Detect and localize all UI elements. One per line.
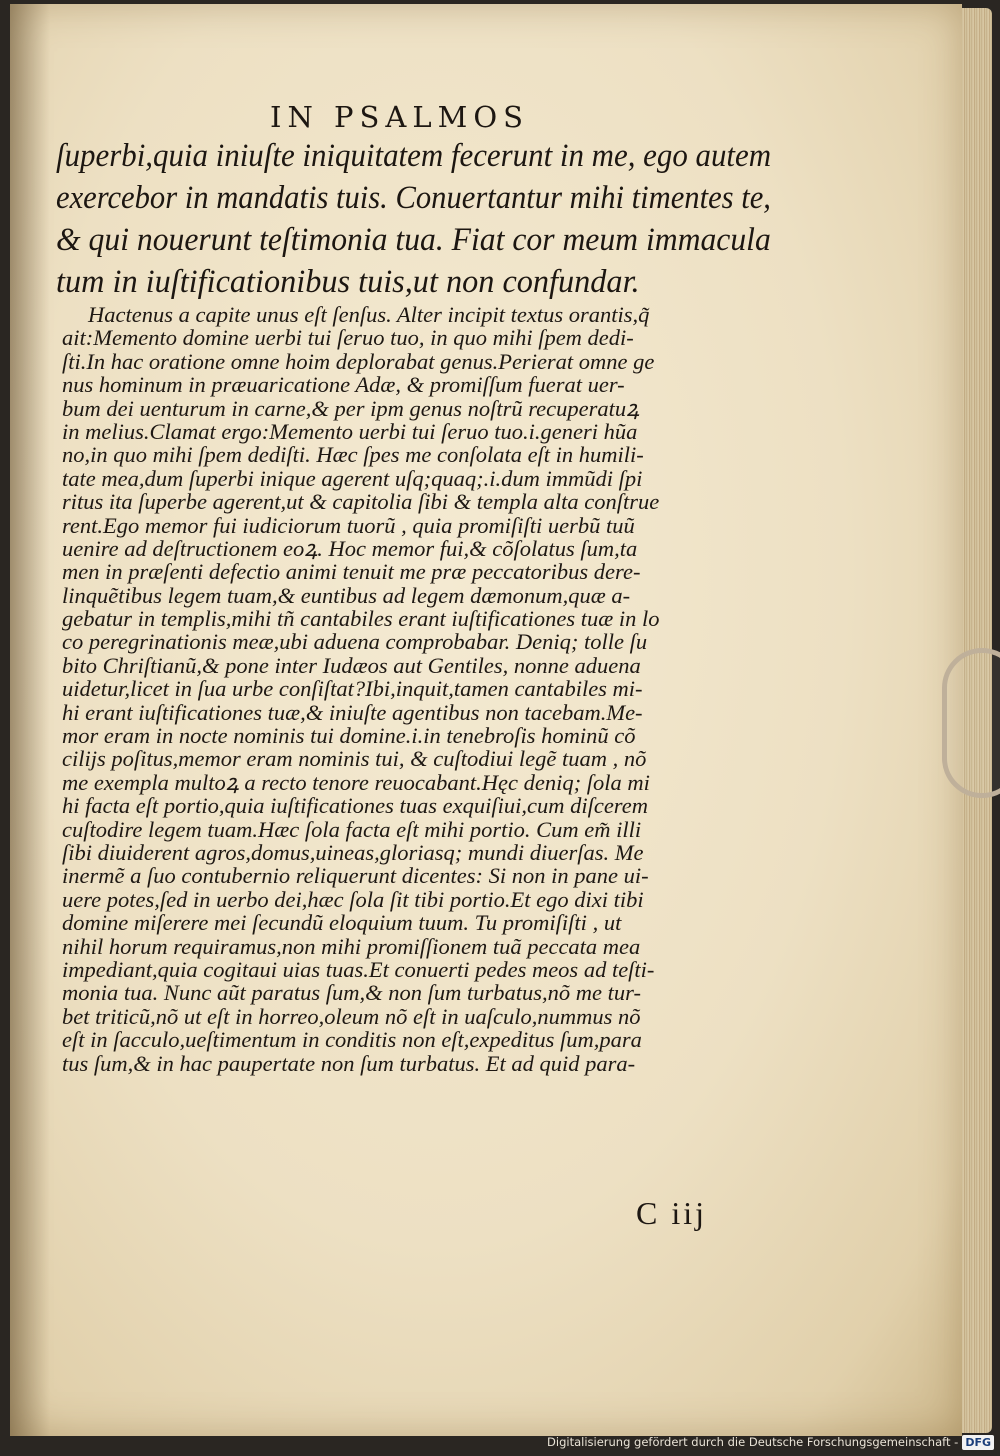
commentary-line: bum dei uenturum in carne,& per ipm genus noſtrũ recuperatuꝝ — [62, 395, 640, 421]
psalm-text — [56, 135, 776, 303]
commentary-line: nihil horum requiramus,non mihi promiſſionem tuã peccata mea — [62, 933, 641, 959]
commentary-line: hi facta eſt portio,quia iuſtificationes tuas exquiſiui,cum diſcerem — [62, 793, 648, 819]
psalm-line: ſuperbi,quia iniuſte iniquitatem fecerunt in me, ego autem — [56, 138, 772, 174]
commentary-line: Hactenus a capite unus eſt ſenſus. Alter incipit textus orantis,q̃ — [88, 302, 650, 327]
commentary-line: no,in quo mihi ſpem dediſti. Hæc ſpes me conſolata eſt in humili- — [62, 442, 644, 468]
commentary-text — [62, 303, 752, 1075]
commentary-line: tus ſum,& in hac paupertate non ſum turbatus. Et ad quid para- — [62, 1050, 636, 1076]
commentary-line: me exempla multoꝝ a recto tenore reuocabant.Hęc deniq; ſola mi — [62, 769, 650, 795]
psalm-line: exercebor in mandatis tuis. Conuertantur mihi timentes te, — [56, 180, 771, 216]
commentary-line: ſti.In hac oratione omne hoim deplorabat genus.Perierat omne ge — [62, 348, 655, 374]
commentary-line: hi erant iuſtificationes tuæ,& iniuſte agentibus non tacebam.Me- — [62, 699, 643, 725]
commentary-line: in melius.Clamat ergo:Memento uerbi tui ſeruo tuo.i.generi hũa — [62, 418, 638, 444]
commentary-line: domine miſerere mei ſecundũ eloquium tuum. Tu promiſiſti , ut — [62, 910, 622, 936]
commentary-line: eſt in ſacculo,ueſtimentum in conditis non eſt,expeditus ſum,para — [62, 1027, 642, 1053]
psalm-line: tum in iuſtificationibus tuis,ut non confundar. — [56, 264, 640, 300]
commentary-line: linquẽtibus legem tuam,& euntibus ad legem dæmonum,quæ a- — [62, 582, 631, 608]
commentary-line: cilijs poſitus,memor eram nominis tui, & cuſtodiui legẽ tuam , nõ — [62, 746, 647, 772]
commentary-line: impediant,quia cogitaui uias tuas.Et conuerti pedes meos ad teſti- — [62, 956, 655, 982]
signature-mark: C iij — [636, 1195, 708, 1231]
commentary-line: bito Chriſtianũ,& pone inter Iudæos aut Gentiles, nonne aduena — [62, 652, 641, 678]
commentary-line: ritus ita ſuperbe agerent,ut & capitolia ſibi & templa alta conſtrue — [62, 489, 660, 515]
credit-text: Digitalisierung gefördert durch die Deutsche Forschungsgemeinschaft - — [547, 1435, 959, 1449]
commentary-line: ſibi diuiderent agros,domus,uineas,gloriasq; mundi diuerſas. Me — [62, 839, 644, 865]
commentary-line: inermẽ a ſuo contubernio reliquerunt dicentes: Si non in pane ui- — [62, 863, 649, 889]
commentary-line: rent.Ego memor fui iudiciorum tuorũ , quia promiſiſti uerbũ tuũ — [62, 512, 635, 538]
paper-clip — [942, 648, 1000, 798]
commentary-line: gebatur in templis,mihi tñ cantabiles erant iuſtificationes tuæ in lo — [62, 606, 660, 632]
commentary-line: uidetur,licet in ſua urbe conſiſtat?Ibi,inquit,tamen cantabiles mi- — [62, 676, 643, 702]
commentary-line: tate mea,dum ſuperbi inique agerent uſq;quaq;.i.dum immũdi ſpi — [62, 465, 643, 491]
commentary-line: ait:Memento domine uerbi tui ſeruo tuo, in quo mihi ſpem dedi- — [62, 325, 634, 351]
dfg-logo: DFG — [962, 1435, 994, 1450]
commentary-line: nus hominum in præuaricatione Adæ, & promiſſum fuerat uer- — [62, 372, 625, 398]
commentary-line: co peregrinationis meæ,ubi aduena comprobabar. Deniq; tolle ſu — [62, 629, 648, 655]
commentary-line: mor eram in nocte nominis tui domine.i.in tenebroſis hominũ cõ — [62, 723, 636, 749]
gutter-shadow — [10, 4, 50, 1436]
commentary-line: men in præſenti defectio animi tenuit me præ peccatoribus dere- — [62, 559, 641, 585]
psalm-line: & qui nouerunt teſtimonia tua. Fiat cor meum immacula — [56, 222, 771, 258]
running-title: IN PSALMOS — [270, 100, 529, 134]
commentary-line: uenire ad deſtructionem eoꝝ. Hoc memor fui,& cõſolatus ſum,ta — [62, 535, 638, 561]
commentary-line: cuſtodire legem tuam.Hæc ſola facta eſt mihi portio. Cum em̃ illi — [62, 816, 642, 842]
commentary-line: uere potes,ſed in uerbo dei,hæc ſola ſit tibi portio.Et ego dixi tibi — [62, 886, 644, 912]
digitization-credit — [547, 1432, 994, 1452]
commentary-line: bet triticũ,nõ ut eſt in horreo,oleum nõ eſt in uaſculo,nummus nõ — [62, 1003, 641, 1029]
commentary-line: monia tua. Nunc aũt paratus ſum,& non ſum turbatus,nõ me tur- — [62, 980, 641, 1006]
